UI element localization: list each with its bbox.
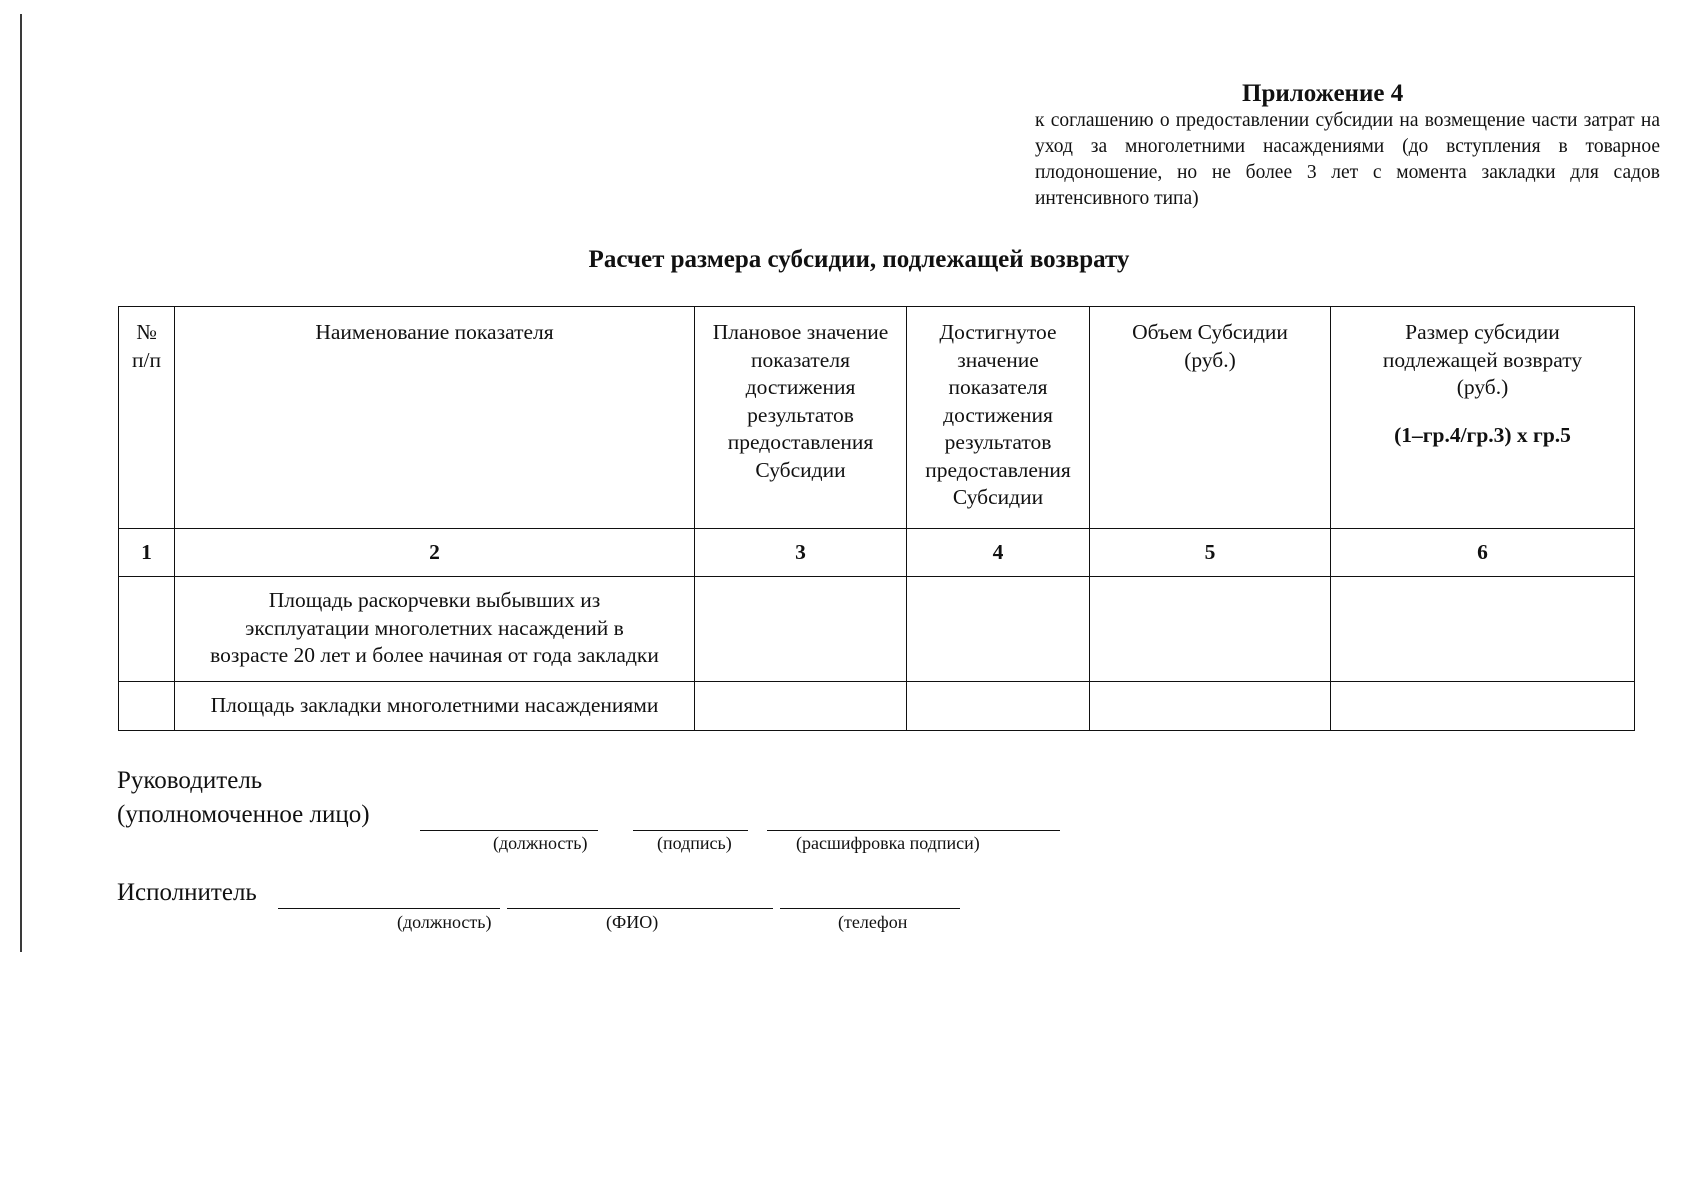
header-cell-name: Наименование показателя <box>175 307 695 529</box>
head-decoding-line <box>767 830 1060 831</box>
head-position-caption: (должность) <box>493 833 588 853</box>
row-refund-cell <box>1331 682 1635 731</box>
row-num-cell <box>119 682 175 731</box>
executor-position-caption: (должность) <box>397 912 492 932</box>
row-volume-cell <box>1090 682 1331 731</box>
row-name-cell: Площадь закладки многолетними насаждениями <box>175 682 695 731</box>
row-refund-cell <box>1331 577 1635 682</box>
executor-position-line <box>278 908 500 909</box>
column-number: 6 <box>1331 529 1635 577</box>
executor-phone-line <box>780 908 960 909</box>
header-cell-refund: Размер субсидии подлежащей возврату (руб.) (1–гр.4/гр.3) х гр.5 <box>1331 307 1635 529</box>
row-name-cell: Площадь раскорчевки выбывших из эксплуатации многолетних насаждений в возрасте 20 лет и более начиная от года закладки <box>175 577 695 682</box>
column-number: 5 <box>1090 529 1331 577</box>
executor-name-caption: (ФИО) <box>606 912 659 932</box>
scan-edge-line <box>20 14 22 952</box>
row-volume-cell <box>1090 577 1331 682</box>
table-row <box>119 682 1635 731</box>
column-number: 1 <box>119 529 175 577</box>
head-signature-caption: (подпись) <box>657 833 732 853</box>
head-position-line <box>420 830 598 831</box>
row-num-cell <box>119 577 175 682</box>
row-achieved-cell <box>907 577 1090 682</box>
row-planned-cell <box>695 682 907 731</box>
head-signature-label: Руководитель (уполномоченное лицо) <box>117 767 370 828</box>
header-cell-volume: Объем Субсидии (руб.) <box>1090 307 1331 529</box>
column-number-row <box>119 529 1635 577</box>
row-planned-cell <box>695 577 907 682</box>
executor-phone-caption: (телефон <box>838 912 908 932</box>
table-header-row <box>119 307 1635 529</box>
appendix-note: к соглашению о предоставлении субсидии на возмещение части затрат на уход за многолетними насаждениями (до вступления в товарное плодоношение, но не более 3 лет с момента закладки для садов интенсивного типа) <box>1035 110 1660 209</box>
subsidy-refund-table <box>118 306 1635 731</box>
executor-name-line <box>507 908 773 909</box>
document-title: Расчет размера субсидии, подлежащей возврату <box>588 246 1130 273</box>
row-achieved-cell <box>907 682 1090 731</box>
header-cell-achieved: Достигнутое значение показателя достижения результатов предоставления Субсидии <box>907 307 1090 529</box>
table-row <box>119 577 1635 682</box>
header-cell-num: № п/п <box>119 307 175 529</box>
head-signature-line <box>633 830 748 831</box>
appendix-title: Приложение 4 <box>1242 80 1404 107</box>
head-decoding-caption: (расшифровка подписи) <box>796 833 980 853</box>
column-number: 3 <box>695 529 907 577</box>
column-number: 2 <box>175 529 695 577</box>
refund-formula: (1–гр.4/гр.3) х гр.5 <box>1394 422 1571 447</box>
header-cell-planned: Плановое значение показателя достижения результатов предоставления Субсидии <box>695 307 907 529</box>
executor-label: Исполнитель <box>117 879 257 906</box>
column-number: 4 <box>907 529 1090 577</box>
